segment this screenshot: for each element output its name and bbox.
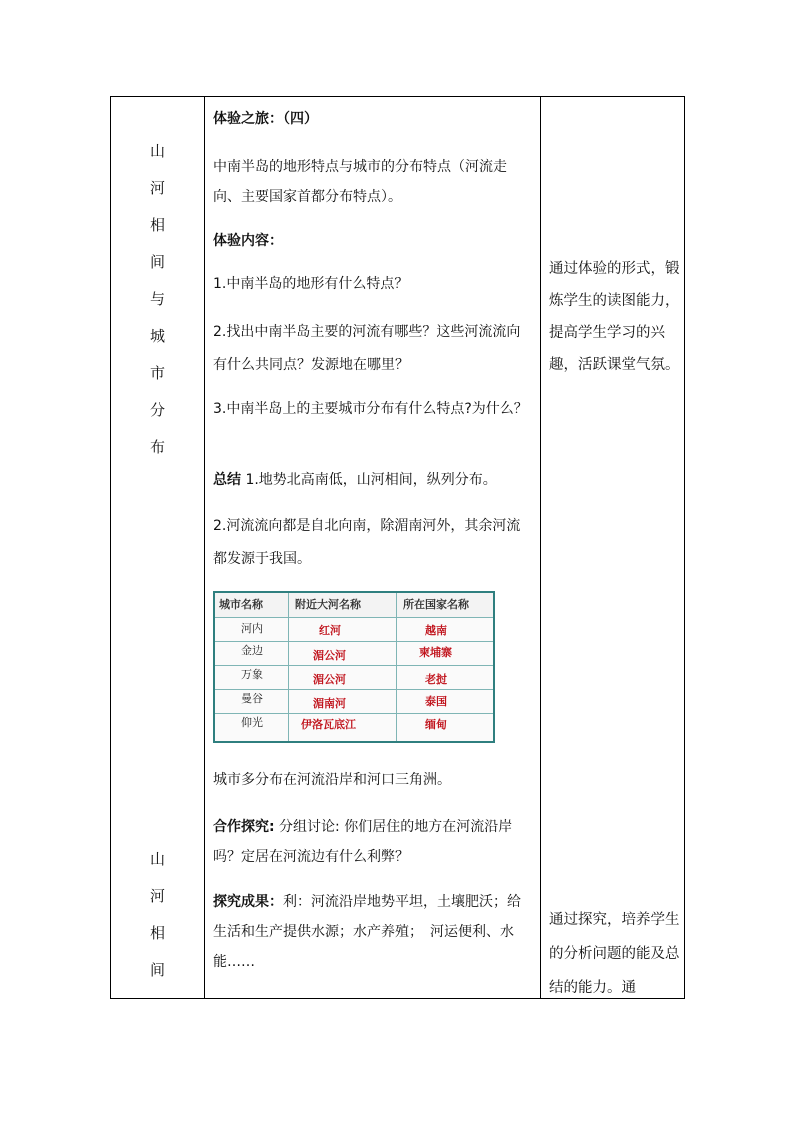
table-divider bbox=[396, 593, 397, 741]
city-cell: 仰光 bbox=[241, 716, 263, 729]
activity-content bbox=[205, 97, 540, 998]
question-3: 3.中南半岛上的主要城市分布有什么特点?为什么？ bbox=[213, 401, 528, 417]
section-heading-top bbox=[111, 133, 204, 466]
table-divider bbox=[288, 593, 289, 741]
city-cell: 金边 bbox=[241, 644, 263, 657]
design-note-1: 通过体验的形式，锻炼学生的读图能力，提高学生学习的兴趣，活跃课堂气氛。 bbox=[549, 261, 680, 373]
city-cell: 河内 bbox=[241, 622, 263, 635]
river-cell: 红河 bbox=[319, 624, 341, 637]
country-cell: 老挝 bbox=[425, 673, 447, 686]
header-country: 所在国家名称 bbox=[403, 598, 469, 611]
question-2: 2.找出中南半岛主要的河流有哪些？这些河流流向有什么共同点？发源地在哪里？ bbox=[213, 324, 521, 373]
activity-topic: 中南半岛的地形特点与城市的分布特点（河流走向、主要国家首都分布特点）。 bbox=[213, 159, 507, 205]
coop-label: 合作探究: bbox=[213, 819, 275, 835]
header-river: 附近大河名称 bbox=[295, 598, 361, 611]
heading-char: 山 bbox=[149, 142, 165, 160]
activity-title: 体验之旅：（四） bbox=[213, 111, 318, 127]
heading-char: 市 bbox=[149, 364, 165, 382]
river-cell: 湄公河 bbox=[313, 673, 346, 686]
coop-text: 分组讨论: 你们居住的地方在河流沿岸吗？定居在河流边有什么利弊？ bbox=[213, 819, 513, 865]
river-cell: 湄南河 bbox=[313, 697, 346, 710]
result-text: 利：河流沿岸地势平坦，土壤肥沃；给生活和生产提供水源；水产养殖； 河运便利、水能…… bbox=[213, 894, 521, 970]
country-cell: 缅甸 bbox=[425, 718, 447, 731]
heading-char: 相 bbox=[149, 216, 165, 234]
summary-label: 总结 bbox=[213, 472, 241, 488]
column-divider-right bbox=[540, 97, 541, 998]
section-heading-bottom bbox=[111, 841, 204, 989]
summary-1-text: 1.地势北高南低，山河相间，纵列分布。 bbox=[241, 472, 497, 488]
city-distribution-text: 城市多分布在河流沿岸和河口三角洲。 bbox=[213, 772, 451, 788]
inquiry-result bbox=[213, 887, 534, 977]
lesson-plan-table bbox=[110, 96, 685, 999]
content-label: 体验内容： bbox=[213, 233, 283, 249]
heading-char: 与 bbox=[149, 290, 165, 308]
heading-char: 城 bbox=[149, 327, 165, 345]
city-river-table bbox=[213, 591, 495, 743]
city-cell: 曼谷 bbox=[241, 692, 263, 705]
summary-1 bbox=[213, 467, 534, 494]
heading-char: 分 bbox=[149, 401, 165, 419]
header-city: 城市名称 bbox=[219, 598, 263, 611]
country-cell: 泰国 bbox=[425, 695, 447, 708]
question-1: 1.中南半岛的地形有什么特点？ bbox=[213, 276, 409, 292]
country-cell: 越南 bbox=[425, 624, 447, 637]
heading-char: 河 bbox=[149, 179, 165, 197]
city-cell: 万象 bbox=[241, 668, 263, 681]
design-intent bbox=[549, 97, 681, 998]
river-cell: 伊洛瓦底江 bbox=[301, 718, 356, 731]
heading-char: 相 bbox=[149, 924, 165, 942]
heading-char: 间 bbox=[149, 253, 165, 271]
country-cell: 柬埔寨 bbox=[419, 646, 452, 659]
heading-char: 河 bbox=[149, 887, 165, 905]
heading-char: 布 bbox=[149, 438, 165, 456]
heading-char: 间 bbox=[149, 961, 165, 979]
design-note-2: 通过探究，培养学生的分析问题的能及总结的能力。通 bbox=[549, 912, 680, 996]
river-cell: 湄公河 bbox=[313, 649, 346, 662]
cooperation-inquiry bbox=[213, 812, 534, 872]
heading-char: 山 bbox=[149, 850, 165, 868]
result-label: 探究成果： bbox=[213, 894, 283, 910]
summary-2: 2.河流流向都是自北向南，除湄南河外，其余河流都发源于我国。 bbox=[213, 518, 521, 567]
